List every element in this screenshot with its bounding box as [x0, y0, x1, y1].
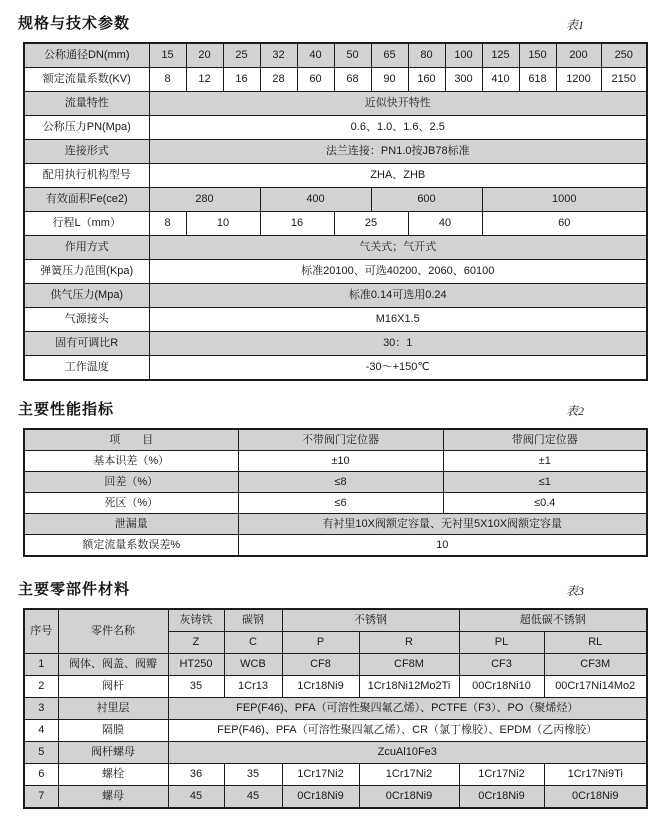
- spec-table: [23, 42, 648, 381]
- section-title: 主要性能指标: [18, 401, 115, 418]
- table-cell: 40: [297, 43, 334, 68]
- row-index: 2: [24, 676, 58, 698]
- row-label: 额定流量系数误差%: [24, 535, 238, 557]
- table-row: [24, 451, 647, 472]
- table-cell: 28: [260, 68, 297, 92]
- table-cell: ±1: [443, 451, 647, 472]
- table-row: [24, 764, 647, 786]
- row-label: 阀体、阀盖、阀瓣: [58, 654, 168, 676]
- table-row: [24, 720, 647, 742]
- row-label: 螺栓: [58, 764, 168, 786]
- table-row: [24, 260, 647, 284]
- table-cell: 8: [149, 212, 186, 236]
- table-cell: ZcuAl10Fe3: [168, 742, 647, 764]
- table-cell: 10: [238, 535, 647, 557]
- table-cell: ±10: [238, 451, 443, 472]
- table-row: [24, 472, 647, 493]
- table-row: [24, 284, 647, 308]
- table-number-label: 表2: [565, 404, 584, 418]
- table-row: [24, 429, 647, 451]
- table-cell: 0Cr18Ni9: [544, 786, 647, 809]
- table-row: [24, 786, 647, 809]
- table-cell: 0.6、1.0、1.6、2.5: [149, 116, 647, 140]
- table-cell: 1200: [556, 68, 601, 92]
- row-label: 基本识差（%）: [24, 451, 238, 472]
- row-label: 作用方式: [24, 236, 149, 260]
- table-cell: 400: [260, 188, 371, 212]
- table-cell: CF3: [459, 654, 544, 676]
- table-cell: 1000: [482, 188, 647, 212]
- table-cell: 35: [224, 764, 282, 786]
- table-cell: CF8M: [359, 654, 459, 676]
- row-index: 4: [24, 720, 58, 742]
- table-row: [24, 308, 647, 332]
- table-row: [24, 654, 647, 676]
- row-label: 有效面积Fe(ce2): [24, 188, 149, 212]
- table-cell: 280: [149, 188, 260, 212]
- section-title: 规格与技术参数: [18, 15, 131, 32]
- row-label: 行程L（mm）: [24, 212, 149, 236]
- table-cell: 150: [519, 43, 556, 68]
- table-cell: 00Cr17Ni14Mo2: [544, 676, 647, 698]
- table-cell: 160: [408, 68, 445, 92]
- row-label: 死区（%）: [24, 493, 238, 514]
- table-cell: 标准0.14可选用0.24: [149, 284, 647, 308]
- column-header: Z: [168, 632, 224, 654]
- table-cell: 00Cr18Ni10: [459, 676, 544, 698]
- table-cell: 200: [556, 43, 601, 68]
- row-label: 配用执行机构型号: [24, 164, 149, 188]
- column-header: 不带阀门定位器: [238, 429, 443, 451]
- table-cell: 有衬里10X阀额定容量、无衬里5X10X阀额定容量: [238, 514, 647, 535]
- table-cell: 50: [334, 43, 371, 68]
- table-cell: 1Cr13: [224, 676, 282, 698]
- materials-table: [23, 608, 648, 809]
- table-cell: 30：1: [149, 332, 647, 356]
- table-cell: 125: [482, 43, 519, 68]
- table-cell: 1Cr17Ni2: [359, 764, 459, 786]
- table-cell: 250: [601, 43, 647, 68]
- table-row: [24, 236, 647, 260]
- table-cell: 1Cr17Ni2: [459, 764, 544, 786]
- table-cell: FEP(F46)、PFA（可溶性聚四氟乙烯）、CR（氯丁橡胶）、EPDM（乙丙橡胶）: [168, 720, 647, 742]
- table-row: [24, 356, 647, 381]
- table-row: [24, 514, 647, 535]
- table-cell: 标准20100、可选40200、2060、60100: [149, 260, 647, 284]
- table-cell: 16: [260, 212, 334, 236]
- table-cell: 10: [186, 212, 260, 236]
- table-cell: HT250: [168, 654, 224, 676]
- table-cell: 1Cr18Ni9: [282, 676, 359, 698]
- table-cell: 68: [334, 68, 371, 92]
- table-number-label: 表3: [565, 584, 584, 598]
- row-index: 5: [24, 742, 58, 764]
- table-cell: 近似快开特性: [149, 92, 647, 116]
- table-row: [24, 164, 647, 188]
- table-cell: 气关式；气开式: [149, 236, 647, 260]
- row-label: 供气压力(Mpa): [24, 284, 149, 308]
- table-cell: CF3M: [544, 654, 647, 676]
- table-cell: ≤1: [443, 472, 647, 493]
- row-label: 弹簧压力范围(Kpa): [24, 260, 149, 284]
- table-cell: 0Cr18Ni9: [359, 786, 459, 809]
- table-cell: 40: [408, 212, 482, 236]
- section-specifications: [0, 0, 660, 381]
- column-header: 超低碳不锈钢: [459, 609, 647, 632]
- table-cell: ≤6: [238, 493, 443, 514]
- table-number-label: 表1: [565, 18, 584, 32]
- row-index: 1: [24, 654, 58, 676]
- column-header: 不锈钢: [282, 609, 459, 632]
- row-label: 固有可调比R: [24, 332, 149, 356]
- table-cell: 20: [186, 43, 223, 68]
- table-cell: 300: [445, 68, 482, 92]
- table-cell: 25: [223, 43, 260, 68]
- table-cell: ZHA、ZHB: [149, 164, 647, 188]
- row-index: 7: [24, 786, 58, 809]
- column-header: C: [224, 632, 282, 654]
- table-cell: 1Cr18Ni12Mo2Ti: [359, 676, 459, 698]
- table-cell: ≤8: [238, 472, 443, 493]
- table-cell: 15: [149, 43, 186, 68]
- table-cell: 90: [371, 68, 408, 92]
- table-cell: 65: [371, 43, 408, 68]
- row-label: 阀杆: [58, 676, 168, 698]
- row-label: 流量特性: [24, 92, 149, 116]
- column-header: P: [282, 632, 359, 654]
- row-label: 隔膜: [58, 720, 168, 742]
- table-cell: 25: [334, 212, 408, 236]
- row-label: 泄漏量: [24, 514, 238, 535]
- table-row: [24, 68, 647, 92]
- table-cell: WCB: [224, 654, 282, 676]
- table-cell: 60: [482, 212, 647, 236]
- column-header: RL: [544, 632, 647, 654]
- performance-table: [23, 428, 648, 557]
- table-row: [24, 92, 647, 116]
- column-header: 项 目: [24, 429, 238, 451]
- table-cell: 0Cr18Ni9: [459, 786, 544, 809]
- row-label: 连接形式: [24, 140, 149, 164]
- table-cell: M16X1.5: [149, 308, 647, 332]
- row-index: 6: [24, 764, 58, 786]
- table-cell: ≤0.4: [443, 493, 647, 514]
- table-row: [24, 676, 647, 698]
- section-title: 主要零部件材料: [18, 581, 131, 598]
- section-materials: [0, 557, 660, 809]
- table-cell: 法兰连接：PN1.0按JB78标准: [149, 140, 647, 164]
- table-cell: 36: [168, 764, 224, 786]
- table-cell: 45: [224, 786, 282, 809]
- table-row: [24, 43, 647, 68]
- row-index: 3: [24, 698, 58, 720]
- row-label: 衬里层: [58, 698, 168, 720]
- table-row: [24, 116, 647, 140]
- table-cell: FEP(F46)、PFA（可溶性聚四氟乙烯）、PCTFE（F3）、PO（聚烯烃）: [168, 698, 647, 720]
- table-row: [24, 188, 647, 212]
- column-header: 灰铸铁: [168, 609, 224, 632]
- table-cell: 35: [168, 676, 224, 698]
- table-cell: 12: [186, 68, 223, 92]
- row-label: 气源接头: [24, 308, 149, 332]
- table-row: [24, 698, 647, 720]
- table-row: [24, 742, 647, 764]
- row-label: 公称压力PN(Mpa): [24, 116, 149, 140]
- table-cell: 45: [168, 786, 224, 809]
- table-row: [24, 493, 647, 514]
- table-cell: 100: [445, 43, 482, 68]
- table-row: [24, 535, 647, 557]
- row-label: 回差（%）: [24, 472, 238, 493]
- table-row: [24, 332, 647, 356]
- table-cell: 600: [371, 188, 482, 212]
- table-row: [24, 212, 647, 236]
- table-cell: 618: [519, 68, 556, 92]
- table-cell: 1Cr17Ni9Ti: [544, 764, 647, 786]
- table-cell: CF8: [282, 654, 359, 676]
- table-row: [24, 609, 647, 632]
- row-label: 额定流量系数(KV): [24, 68, 149, 92]
- table-cell: 410: [482, 68, 519, 92]
- section-header: [18, 0, 584, 33]
- column-header: 带阀门定位器: [443, 429, 647, 451]
- section-performance: [0, 381, 660, 557]
- row-label: 阀杆螺母: [58, 742, 168, 764]
- section-header: [18, 557, 584, 599]
- table-cell: 80: [408, 43, 445, 68]
- column-header: 零件名称: [58, 609, 168, 654]
- column-header: R: [359, 632, 459, 654]
- table-row: [24, 140, 647, 164]
- table-cell: 16: [223, 68, 260, 92]
- column-header: 序号: [24, 609, 58, 654]
- table-cell: 0Cr18Ni9: [282, 786, 359, 809]
- table-cell: 32: [260, 43, 297, 68]
- column-header: 碳钢: [224, 609, 282, 632]
- row-label: 工作温度: [24, 356, 149, 381]
- table-cell: 1Cr17Ni2: [282, 764, 359, 786]
- table-cell: 60: [297, 68, 334, 92]
- section-header: [18, 381, 584, 419]
- row-label: 螺母: [58, 786, 168, 809]
- table-cell: 2150: [601, 68, 647, 92]
- table-cell: 8: [149, 68, 186, 92]
- table-cell: -30～+150℃: [149, 356, 647, 381]
- column-header: PL: [459, 632, 544, 654]
- row-label: 公称通径DN(mm): [24, 43, 149, 68]
